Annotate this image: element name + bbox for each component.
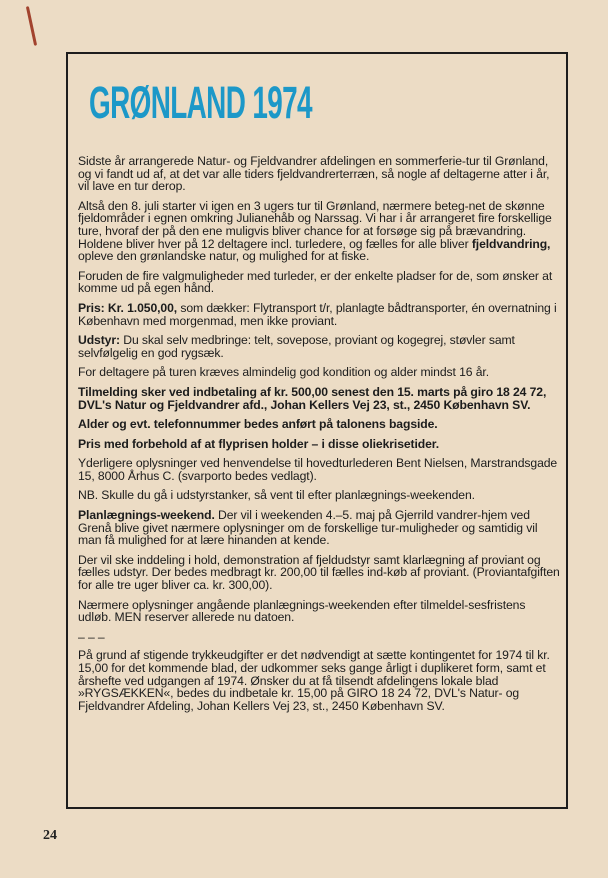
paragraph-groups: Der vil ske inddeling i hold, demonstration af fjeldudstyr samt klarlægning af proviant og fælles udstyr. Der bedes medbragt kr. 200,00 til fælles ind-køb af proviant. (Proviantafgiften for alle tre uger bliver ca. kr. 300,00). [78,552,560,593]
separator: – – – [78,629,105,644]
text-span: opleve den grønlandske natur, og mulighed for at fiske. [78,249,370,264]
article-title: GRØNLAND 1974 [89,77,312,128]
paragraph-planning-weekend [78,509,560,547]
paragraph-requirements: For deltagere på turen kræves almindelig god kondition og alder mindst 16 år. [78,365,489,380]
price-label: Pris: Kr. 1.050,00, [78,300,178,315]
paragraph-intro: Sidste år arrangerede Natur- og Fjeldvandrer afdelingen en sommerferie-tur til Grønland, og vi fandt ud af, at det var alle tiders fjeldvandrerterræn, så nogle af deltagerne atter i år, vil lave en tur derop. [78,154,550,194]
paragraph-membership: På grund af stigende trykkeudgifter er det nødvendigt at sætte kontingentet for 1974 til kr. 15,00 for det kommende blad, der udkommer seks gange årligt i duplikeret form, samt et årshefte ved udgangen af 1974. Ønsker du at få tilsendt afdelingens lokale blad »RYGSÆKKEN«, bedes du indbetale kr. 15,00 på GIRO 18 24 72, DVL's Natur- og Fjeldvandrer Afdeling, Johan Kellers Vej 23, st., 2450 København SV. [78,648,550,713]
paragraph-price [78,302,560,327]
paragraph-nb: NB. Skulle du gå i udstyrstanker, så vent til efter planlægnings-weekenden. [78,488,475,503]
paragraph-age: Alder og evt. telefonnummer bedes anført på talonens bagside. [78,417,438,432]
text-span: Du skal selv medbringe: telt, sovepose, proviant og kogegrej, støvler samt selvfølgelig en god rygsæk. [78,333,515,360]
article-box [66,52,568,809]
text-span: som dækker: Flytransport t/r, planlagte bådtransporter, én overnatning i København med morgenmad, men ikke proviant. [78,300,557,328]
paragraph-equipment [78,334,560,359]
paragraph-registration: Tilmelding sker ved indbetaling af kr. 500,00 senest den 15. marts på giro 18 24 72, DVL's Natur og Fjeldvandrer afd., Johan Kellers Vej 23, st., 2450 København SV. [78,384,547,412]
text-span: Altså den 8. juli starter vi igen en 3 ugers tur til Grønland, nærmere beteg-net de skønne fjeldområder i egnen omkring Julianehåb og Narssag. Vi har i år arrangeret fire forskellige ture, hvoraf der på den ene muligvis bliver chance for at forsøge sig på brævandring. Holdene bliver hver på 12 deltagere incl. turledere, og fælles for alle bliver [78,198,552,251]
paragraph-more-info: Nærmere oplysninger angående planlægnings-weekenden efter tilmeldel-sesfristens udløb. MEN reserver allerede nu datoen. [78,597,526,625]
paragraph-contact: Yderligere oplysninger ved henvendelse til hovedturlederen Bent Nielsen, Marstrandsgade 15, 8000 Århus C. (svarporto bedes vedlagt). [78,456,558,483]
text-bold: fjeldvandring, [471,236,551,251]
paragraph-price-reservation: Pris med forbehold af at flyprisen holder – i disse oliekrisetider. [78,436,440,451]
article-body [78,155,560,719]
paragraph-own-hand: Foruden de fire valgmuligheder med turleder, er der enkelte pladser for de, som ønsker at komme ud på egen hånd. [78,268,553,296]
text-span: Der vil i weekenden 4.–5. maj på Gjerrild vandrer-hjem ved Grenå blive givet nærmere oplysninger om de forskellige tur-muligheder og samtidig vil man få mulighed for at lære hinanden at kende. [78,508,538,548]
planning-label: Planlægnings-weekend. [78,508,215,523]
pen-mark [26,6,37,46]
equipment-label: Udstyr: [78,333,120,348]
page-number: 24 [43,828,57,843]
paragraph-dates [78,200,560,263]
